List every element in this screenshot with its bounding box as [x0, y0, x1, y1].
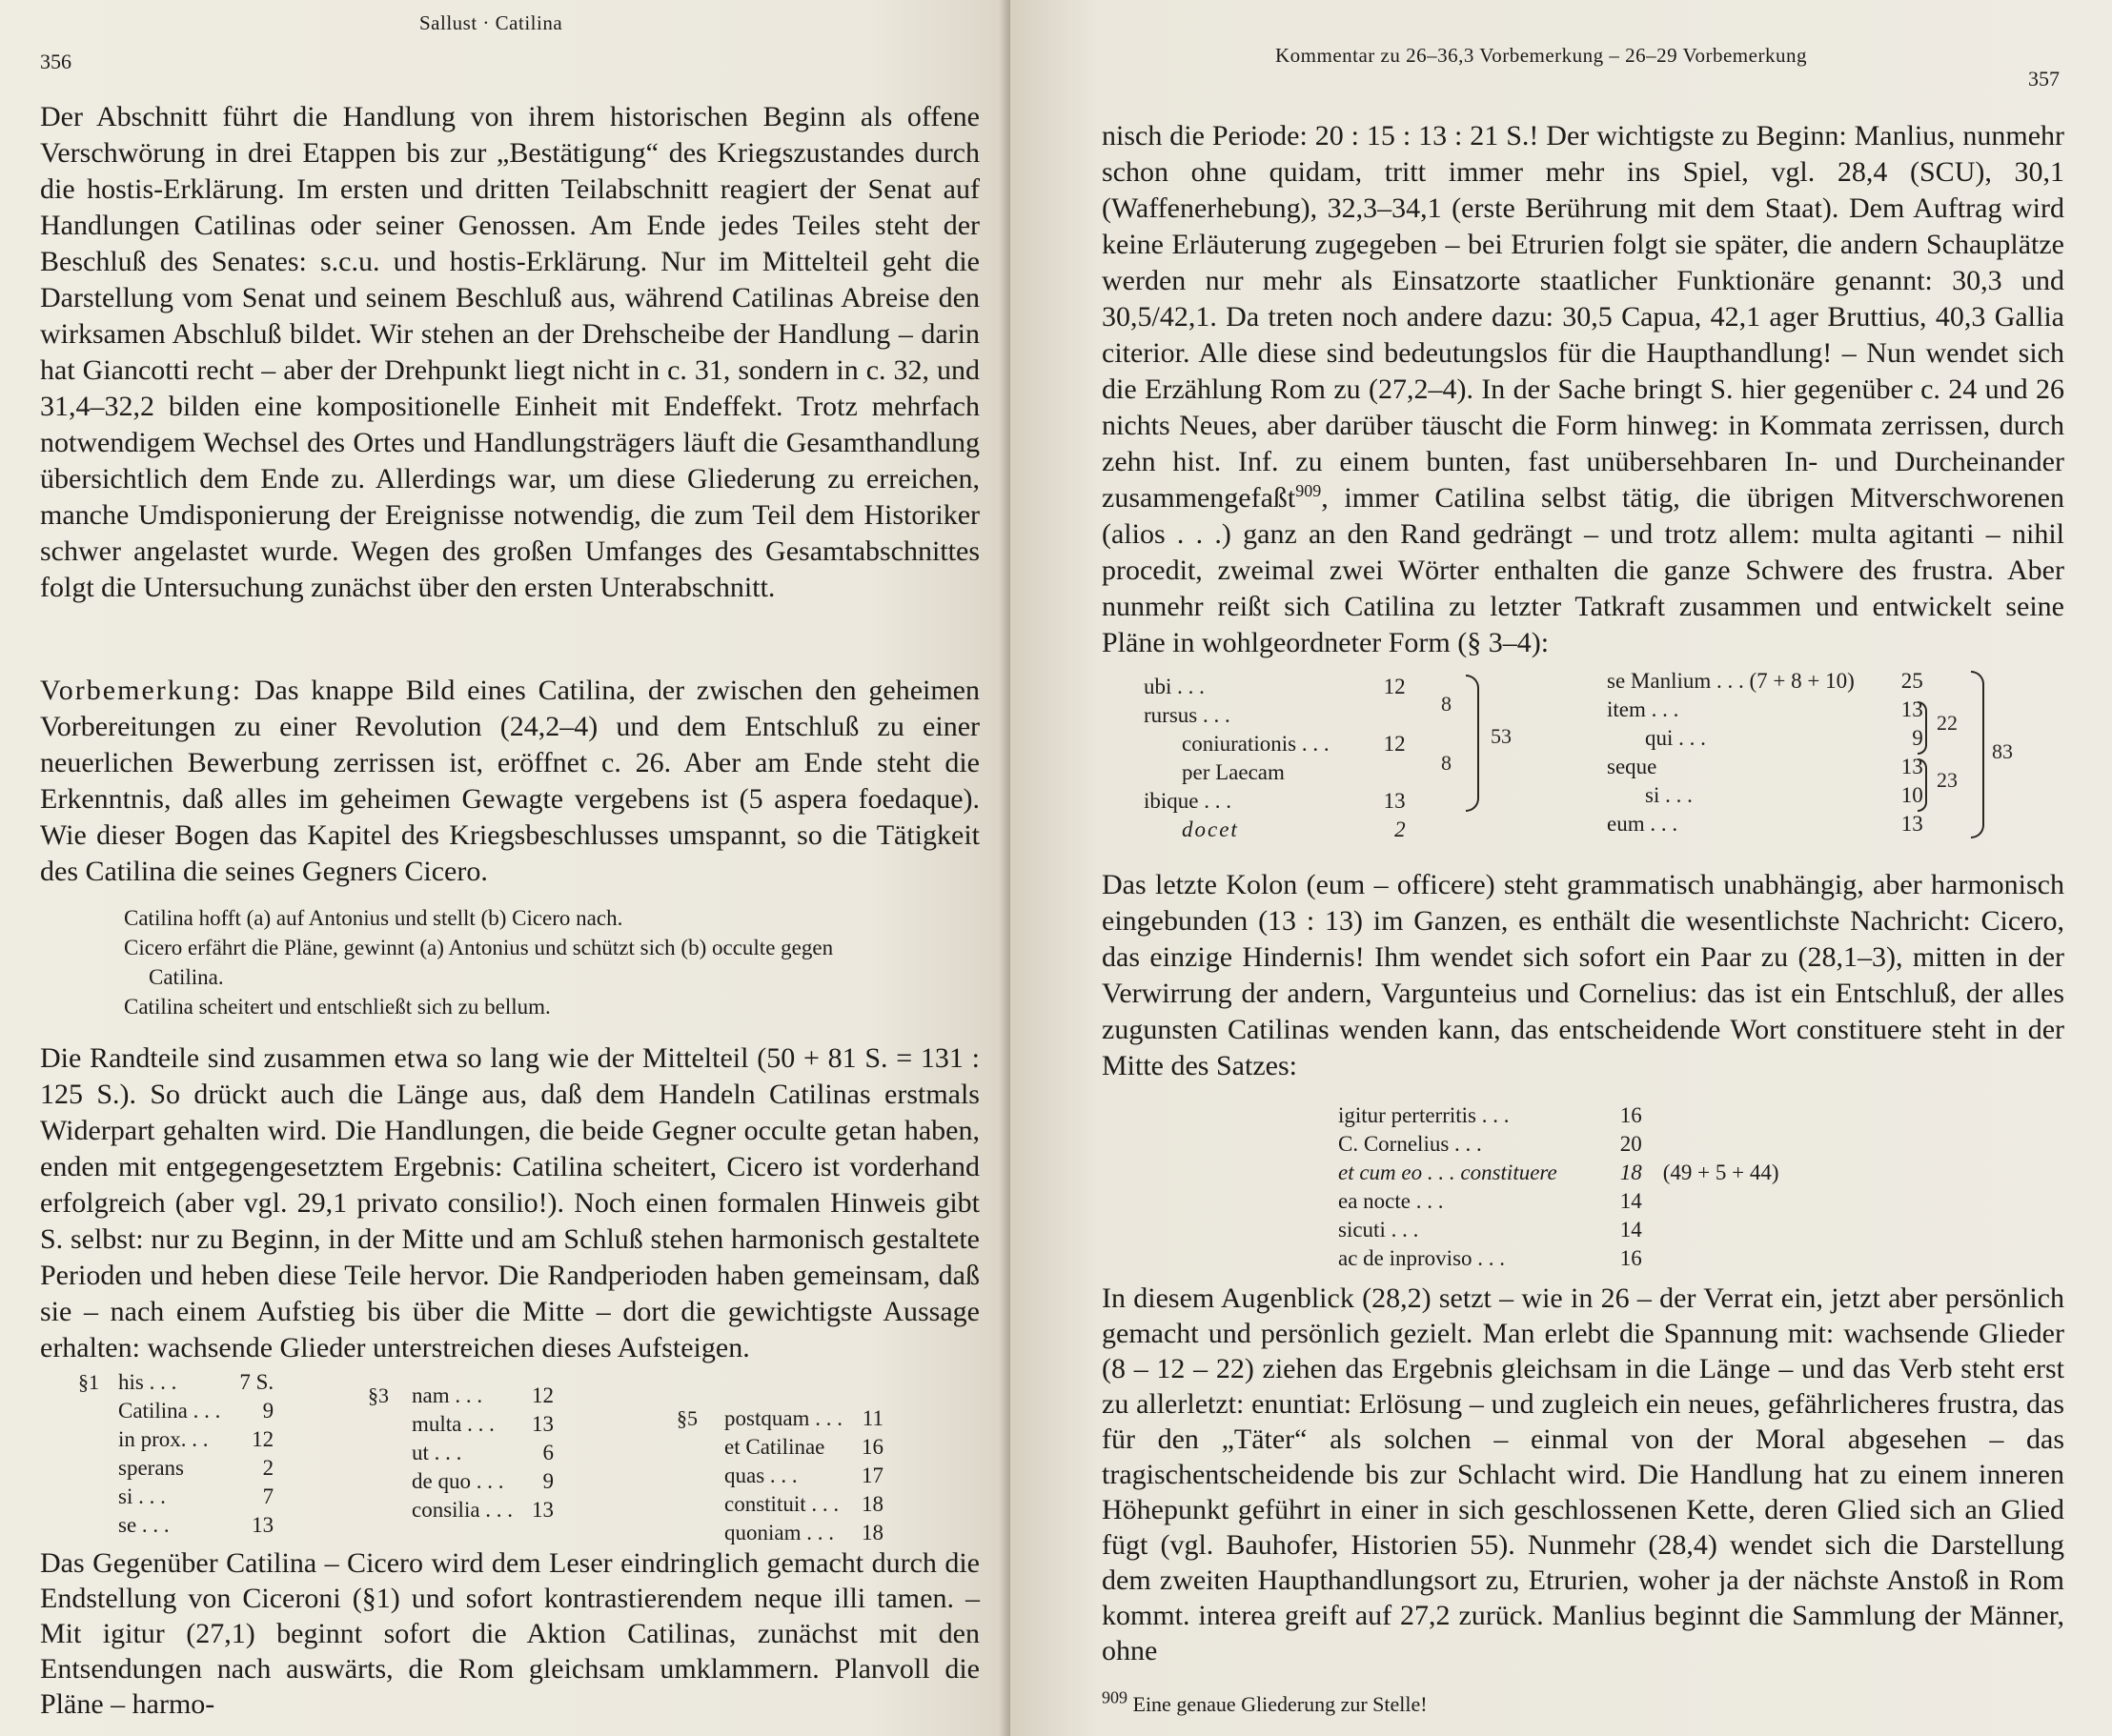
section-label-5: §5: [677, 1406, 698, 1430]
table-row: igitur perterritis . . . 16: [1338, 1103, 1642, 1127]
scheme-table-right: [1607, 667, 1929, 838]
summary-line: Catilina scheitert und entschließt sich zu bellum.: [124, 995, 551, 1019]
sub-total-2: 23: [1937, 768, 1958, 792]
table-row: ubi . . . 12: [1144, 675, 1406, 698]
table-row: ac de inproviso . . . 16: [1338, 1246, 1642, 1270]
brace-right-scheme: [1971, 671, 1984, 838]
summary-line-continuation: Catilina.: [149, 965, 224, 989]
summary-line: Catilina hofft (a) auf Antonius und stellt (b) Cicero nach.: [124, 906, 623, 930]
table-row: coniurationis . . . 12: [1182, 732, 1406, 756]
vorbemerkung-label: Vorbemerkung:: [40, 675, 243, 706]
table-row: per Laecam: [1182, 760, 1285, 784]
table-row: ibique . . . 13: [1144, 789, 1406, 813]
count-table-s3: [412, 1382, 559, 1524]
paragraph-intro: Der Abschnitt führt die Handlung von ihrem historischen Beginn als offene Verschwörung in drei Etappen bis zur „Bestätigung“ des Kriegszustandes durch die hostis-Erklärung. Im ersten und dritten Teilabschnitt reagiert der Senat auf Handlungen Catilinas oder seiner Genossen. Am Ende jedes Teiles steht der Beschluß des Senates: s.c.u. und hostis-Erklärung. Nur im Mittelteil geht die Darstellung vom Senat und seinem Beschluß aus, während Catilinas Abreise den wirksamen Abschluß bildet. Wir stehen an der Drehscheibe der Handlung – darin hat Giancotti recht – aber der Drehpunkt liegt nicht in c. 31, sondern in c. 32, und 31,4–32,2 bilden eine kompositionelle Einheit mit Endeffekt. Trotz mehrfach notwendigem Wechsel des Ortes und Handlungsträgers läuft die Gesamthandlung übersichtlich dem Ende zu. Allerdings war, um diese Gliederung zu erreichen, manche Umdisponierung der Ereignisse notwendig, die zum Teil dem Historiker schwer angelastet wurde. Wegen des großen Umfanges des Gesamtabschnittes folgt die Untersuchung zunächst über den ersten Unterabschnitt.: [40, 101, 980, 603]
table-row: de quo . . . 9: [412, 1469, 555, 1493]
table-row: quoniam . . . 18: [724, 1521, 883, 1544]
table-row: multa . . . 13: [412, 1412, 555, 1436]
running-head-left: Sallust · Catilina: [419, 11, 563, 34]
brace-left-scheme: [1466, 675, 1479, 812]
footnote-number: 909: [1102, 1687, 1127, 1707]
right-page: [1010, 0, 2112, 1736]
table-row: constituit . . . 18: [724, 1492, 883, 1516]
footnote-text: Eine genaue Gliederung zur Stelle!: [1132, 1692, 1428, 1716]
paragraph-kolon: Das letzte Kolon (eum – officere) steht grammatisch unabhängig, aber harmonisch eingebunden (13 : 13) im Ganzen, es enthält die wesentlichste Nachricht: Cicero, das einzige Hindernis! Ihm wendet sich sofort ein Paar zu (28,1–3), mitten in der Verwirrung der andern, Vargunteius und Cornelius: das ist ein Entschluß, der alles zugunsten Catilinas wenden kann, das entscheidende Wort constituere steht in der Mitte des Satzes:: [1102, 869, 2064, 1081]
table-row: sperans 2: [118, 1456, 274, 1480]
scheme-table-left: [1144, 673, 1411, 844]
scheme-left-total: 53: [1491, 724, 1512, 748]
running-head-right: Kommentar zu 26–36,3 Vorbemerkung – 26–29 Vorbemerkung: [1275, 44, 1807, 67]
table-row: rursus . . .: [1144, 703, 1230, 727]
scheme-right-total: 83: [1992, 739, 2013, 763]
table-row: quas . . . 17: [724, 1463, 883, 1487]
pair-count: 8: [1441, 692, 1452, 716]
table-row: Catilina . . . 9: [118, 1399, 274, 1423]
table-row: consilia . . . 13: [412, 1498, 555, 1522]
table-row: qui . . . 9: [1645, 726, 1923, 750]
count-table-s5: [724, 1404, 889, 1547]
table-row: postquam . . . 11: [724, 1406, 883, 1430]
table-row: eum . . . 13: [1607, 812, 1923, 836]
table-row: ea nocte . . . 14: [1338, 1189, 1642, 1213]
table-row: si . . . 7: [118, 1484, 274, 1508]
footnote: [1102, 1687, 1428, 1717]
pair-count: 8: [1441, 751, 1452, 775]
table-row: nam . . . 12: [412, 1383, 555, 1407]
paragraph-vorbemerkung: Vorbemerkung: Das knappe Bild eines Catilina, der zwischen den geheimen Vorbereitungen zu einer Revolution (24,2–4) und dem Entschluß zu einer neuerlichen Bewerbung zerrissen ist, eröffnet c. 26. Aber am Ende steht die Erkenntnis, daß alles im geheimen Gewagte vergebens ist (5 aspera foedaque). Wie dieser Bogen das Kapitel des Kriegsbeschlusses umspannt, so die Tätigkeit des Catilina die seines Gegners Cicero.: [40, 675, 981, 887]
paragraph-augenblick: In diesem Augenblick (28,2) setzt – wie in 26 – der Verrat ein, jetzt aber persönlich gemacht und persönlich gezielt. Man erlebt die Spannung mit: wachsende Glieder (8 – 12 – 22) ziehen das Ergebnis gleichsam in die Länge – und das Verb steht erst zu allerletzt: enuntiat: Erlösung – und zugleich ein neues, gefährlicheres frustra, das für den „Täter“ als solchen – einmal von der Moral abgesehen – das tragischentscheidende bis zur Schlacht wird. Die Handlung hat zu einem inneren Höhepunkt geführt in einer in sich geschlossenen Kette, deren Glied sich an Glied fügt (vgl. Bauhofer, Historien 55). Nunmehr (28,4) wendet sich die Darstellung dem zweiten Haupthandlungsort zu, Etrurien, woher ja der nächste Anstoß in Rom kommt. interea greift auf 27,2 zurück. Manlius beginnt die Sammlung der Männer, ohne: [1102, 1282, 2064, 1666]
table-row: his . . . 7 S.: [118, 1370, 274, 1394]
table-row: et Catilinae 16: [724, 1435, 883, 1459]
page-number-right: 357: [2028, 67, 2060, 91]
paragraph-gegenueber: Das Gegenüber Catilina – Cicero wird dem Leser eindringlich gemacht durch die Endstellung von Ciceroni (§1) und sofort kontrastierendem neque illi tamen. – Mit igitur (27,1) beginnt sofort die Aktion Catilinas, zunächst mit den Entsendungen nach auswärts, die Rom gleichsam umklammern. Planvoll die Pläne – harmo-: [40, 1547, 980, 1720]
footnote-marker: 909: [1295, 481, 1322, 500]
table-row: et cum eo . . . constituere 18 (49 + 5 + 44): [1338, 1161, 1779, 1184]
table-row: in prox. . . 12: [118, 1427, 274, 1451]
count-table-s1: [118, 1368, 279, 1540]
table-row: C. Cornelius . . . 20: [1338, 1132, 1642, 1156]
summary-list: [124, 903, 944, 1021]
brace-sub-1: [1918, 701, 1927, 755]
summary-line: Cicero erfährt die Pläne, gewinnt (a) Antonius und schützt sich (b) occulte gegen: [124, 936, 834, 959]
table-row: item . . . 13: [1607, 697, 1923, 721]
scheme-table-constituere: [1338, 1101, 1785, 1273]
section-label-1: §1: [78, 1370, 99, 1394]
brace-sub-2: [1918, 758, 1927, 812]
left-page: [0, 0, 1020, 1736]
section-label-3: §3: [368, 1383, 389, 1407]
table-row: seque 13: [1607, 755, 1923, 778]
page-number-left: 356: [40, 50, 71, 73]
paragraph-randteile: Die Randteile sind zusammen etwa so lang wie der Mittelteil (50 + 81 S. = 131 : 125 S.). So drückt auch die Länge aus, daß dem Handeln Catilinas erstmals Widerpart gehalten wird. Die Handlungen, die beide Gegner occulte getan haben, enden mit entgegengesetztem Ergebnis: Catilina scheitert, Cicero ist vorderhand erfolgreich (aber vgl. 29,1 privato consilio!). Noch einen formalen Hinweis gibt S. selbst: nur zu Beginn, in der Mitte und am Schluß stehen harmonisch gestaltete Perioden und heben diese Teile hervor. Die Randperioden haben gemeinsam, daß sie – nach einem Aufstieg bis über die Mitte – dort die gewichtigste Aussage erhalten: wachsende Glieder unterstreichen dieses Aufsteigen.: [40, 1042, 980, 1363]
table-row: ut . . . 6: [412, 1441, 555, 1464]
sub-total-1: 22: [1937, 711, 1958, 735]
table-row: se . . . 13: [118, 1513, 274, 1537]
table-row: sicuti . . . 14: [1338, 1218, 1642, 1241]
table-row: se Manlium . . . (7 + 8 + 10) 25: [1607, 669, 1923, 693]
table-row: si . . . 10: [1645, 783, 1923, 807]
table-row: docet 2: [1182, 818, 1406, 841]
paragraph-periode: nisch die Periode: 20 : 15 : 13 : 21 S.! Der wichtigste zu Beginn: Manlius, nunmehr schon ohne quidam, tritt immer mehr ins Spiel, vgl. 28,4 (SCU), 30,1 (Waffenerhebung), 32,3–34,1 (erste Berührung mit dem Staat). Dem Auftrag wird keine Erläuterung zugegeben – bei Etrurien folgt sie später, die andern Schauplätze werden nur mehr als Einsatzorte staatlicher Funktionäre genannt: 30,3 und 30,5/42,1. Da treten noch andere dazu: 30,5 Capua, 42,1 ager Bruttius, 40,3 Gallia citerior. Alle diese sind bedeutungslos für die Haupthandlung! – Nun wendet sich die Erzählung Rom zu (27,2–4). In der Sache bringt S. hier gegenüber c. 24 und 26 nichts Neues, aber darüber täuscht die Form hinweg: in Kommata zerrissen, durch zehn hist. Inf. zu einem bunten, fast unübersehbaren In- und Durcheinander zusammengefaßt$^{909}$, immer Catilina selbst tätig, die übrigen Mitverschworenen (alios . . .) ganz an den Rand gedrängt – und trotz allem: multa agitanti – nihil procedit, zweimal zwei Wörter enthalten die ganze Schwere des frustra. Aber nunmehr reißt sich Catilina zu letzter Tatkraft zusammen und entwickelt seine Pläne in wohlgeordneter Form (§ 3–4):: [1102, 120, 2064, 658]
